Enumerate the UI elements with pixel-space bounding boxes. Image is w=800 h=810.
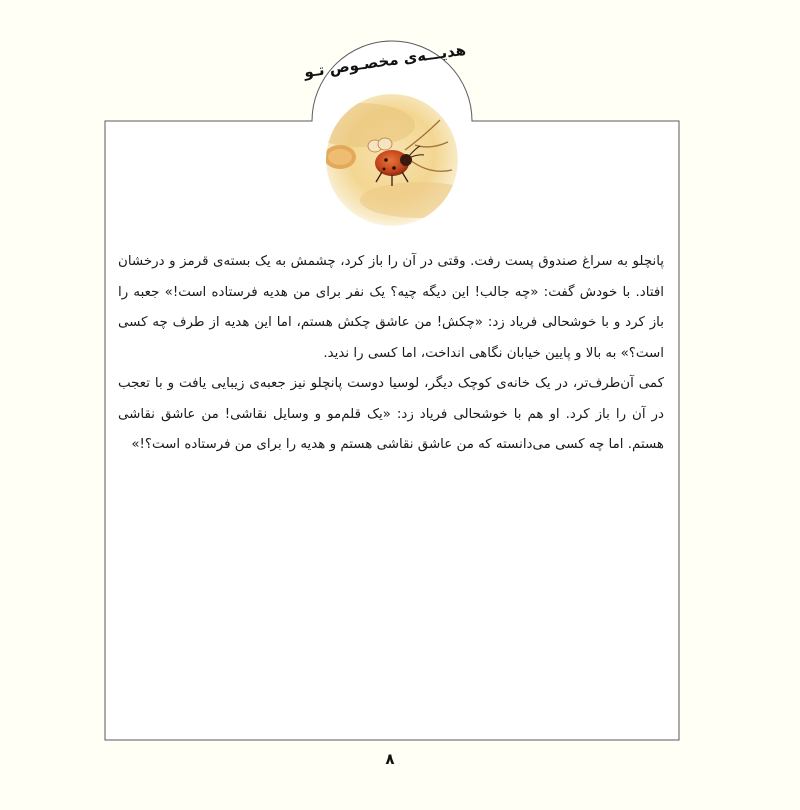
story-text bbox=[118, 247, 664, 461]
page-number: ۸ bbox=[385, 750, 395, 768]
story-paragraph: پانچلو به سراغ صندوق پست رفت. وقتی در آن را باز کرد، چشمش به یک بسته‌ی قرمز و درخشان افتاد. با خودش گفت: «چه جالب! این دیگه چیه؟ یک نفر برای من هدیه فرستاده است!» جعبه را باز کرد و با خوشحالی فریاد زد: «چکش! من عاشق چکش هستم، اما این هدیه از طرف چه کسی است؟» به بالا و پایین خیابان نگاهی انداخت، اما کسی را ندید. bbox=[118, 254, 664, 361]
story-paragraph: کمی آن‌طرف‌تر، در یک خانه‌ی کوچک دیگر، لوسیا دوست پانچلو نیز جعبه‌ی زیبایی یافت و با تعجب در آن را باز کرد. او هم با خوشحالی فریاد زد: «یک قلم‌مو و وسایل نقاشی! من عاشق نقاشی هستم. اما چه کسی می‌دانسته که من عاشق نقاشی هستم و هدیه را برای من فرستاده است؟!» bbox=[118, 376, 664, 452]
book-title: هدیـــه‌ی مخصـوص تـو bbox=[302, 40, 468, 82]
